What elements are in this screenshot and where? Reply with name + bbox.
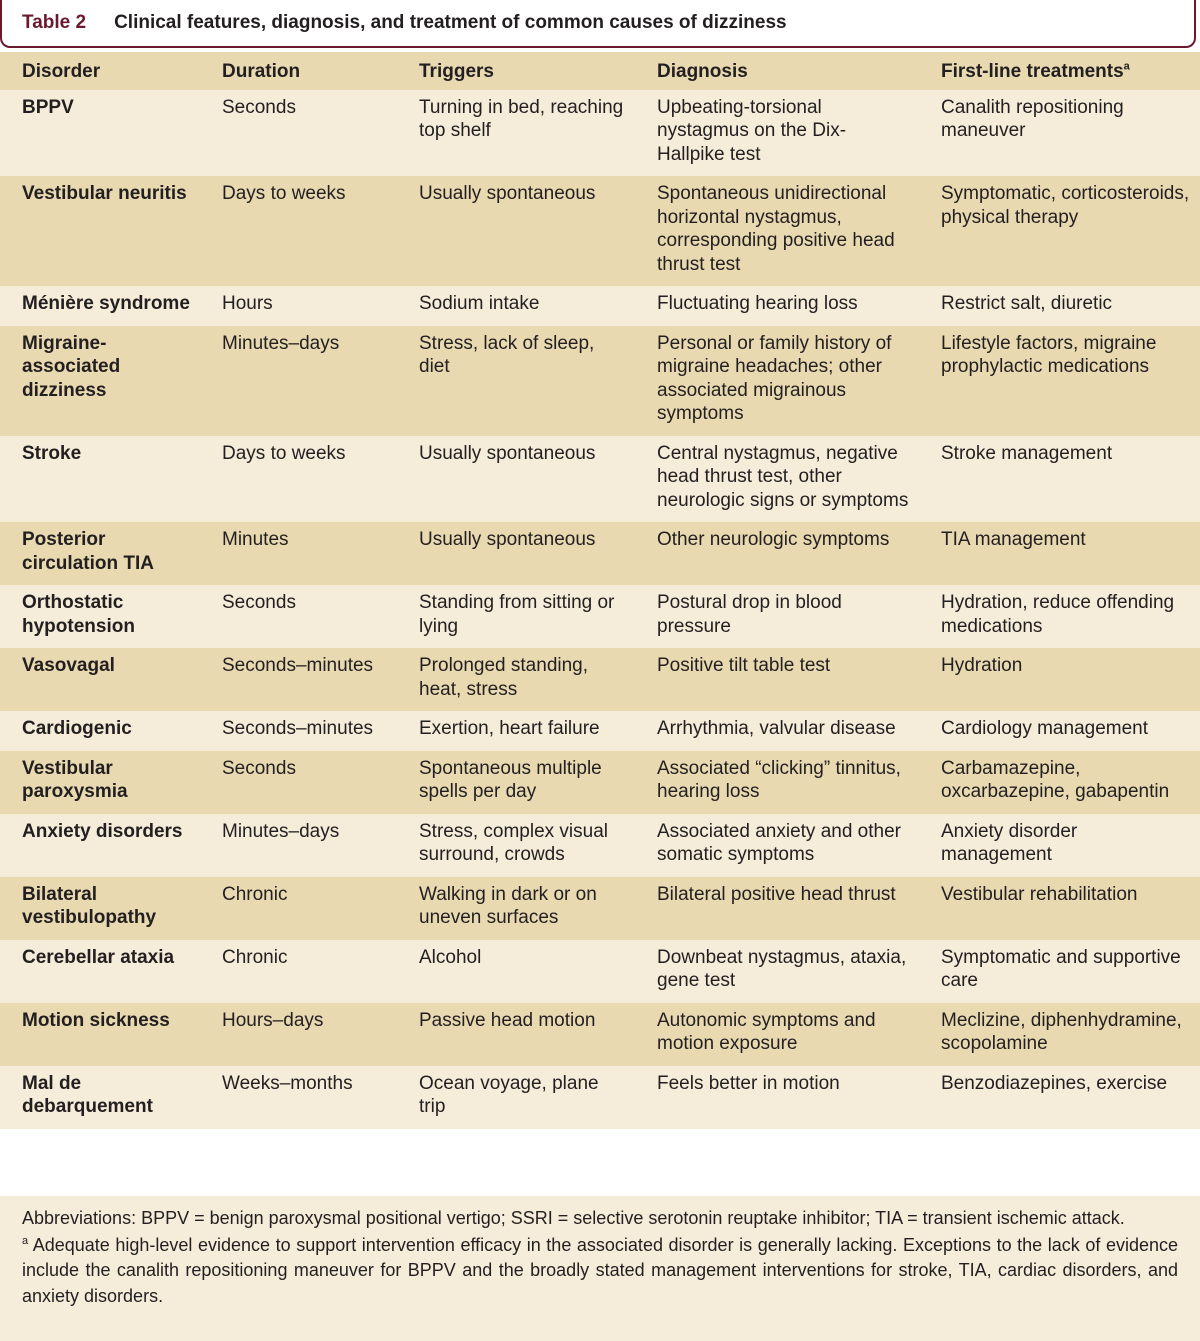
cell-disorder: Mal de debarquement — [22, 1072, 153, 1117]
footnote-a-mark: a — [22, 1234, 29, 1247]
table-row — [0, 940, 1200, 1003]
cell-duration: Minutes–days — [222, 332, 340, 354]
table-header-row — [0, 52, 1200, 90]
cell-disorder: Cerebellar ataxia — [22, 946, 175, 968]
cell-disorder: Migraine-associated dizziness — [22, 332, 121, 401]
cell-triggers: Walking in dark or on uneven surfaces — [419, 883, 597, 928]
cell-diagnosis: Postural drop in blood pressure — [657, 592, 842, 637]
cell-diagnosis: Associated “clicking” tinnitus, hearing loss — [657, 757, 901, 802]
table-row — [0, 1066, 1200, 1129]
table-row — [0, 711, 1200, 751]
table-row — [0, 648, 1200, 711]
cell-triggers: Ocean voyage, plane trip — [419, 1072, 599, 1117]
table-row — [0, 436, 1200, 523]
cell-diagnosis: Personal or family history of migraine headaches; other associated migrainous symptoms — [657, 332, 892, 424]
column-header-diagnosis: Diagnosis — [657, 61, 748, 82]
cell-diagnosis: Positive tilt table test — [657, 655, 831, 676]
table-row — [0, 877, 1200, 940]
cell-treatment: Lifestyle factors, migraine prophylactic medications — [941, 332, 1157, 377]
cell-diagnosis: Spontaneous unidirectional horizontal nystagmus, corresponding positive head thrust test — [657, 183, 895, 275]
cell-treatment: Restrict salt, diuretic — [941, 293, 1113, 314]
column-header-disorder: Disorder — [22, 61, 101, 82]
cell-treatment: Stroke management — [941, 442, 1113, 464]
cell-duration: Seconds — [222, 96, 296, 118]
cell-diagnosis: Associated anxiety and other somatic symptoms — [657, 820, 901, 865]
cell-duration: Chronic — [222, 883, 288, 905]
column-header-triggers: Triggers — [419, 61, 494, 82]
cell-duration: Hours — [222, 293, 273, 314]
cell-treatment: Symptomatic, corticosteroids, physical therapy — [941, 183, 1190, 228]
cell-triggers: Usually spontaneous — [419, 529, 596, 550]
cell-disorder: Ménière syndrome — [22, 293, 190, 314]
cell-treatment: Hydration — [941, 655, 1023, 676]
cell-diagnosis: Autonomic symptoms and motion exposure — [657, 1009, 876, 1054]
cell-duration: Days to weeks — [222, 442, 346, 464]
cell-duration: Chronic — [222, 946, 288, 968]
cell-disorder: Anxiety disorders — [22, 820, 183, 842]
table-row — [0, 1003, 1200, 1066]
cell-duration: Seconds — [222, 592, 296, 613]
column-header-duration: Duration — [222, 61, 301, 82]
cell-duration: Days to weeks — [222, 183, 346, 204]
cell-diagnosis: Fluctuating hearing loss — [657, 293, 858, 314]
table-title-bar — [0, 0, 1196, 48]
table-row — [0, 814, 1200, 877]
cell-treatment: Canalith repositioning maneuver — [941, 96, 1124, 141]
cell-duration: Hours–days — [222, 1009, 324, 1031]
cell-disorder: Bilateral vestibulopathy — [22, 883, 157, 928]
table-number: Table 2 — [22, 12, 87, 33]
table-row — [0, 286, 1200, 326]
table-row — [0, 585, 1200, 648]
abbreviations-note: Abbreviations: BPPV = benign paroxysmal positional vertigo; SSRI = selective serotonin reuptake inhibitor; TIA = transient ischemic attack. — [22, 1208, 1125, 1228]
cell-disorder: Posterior circulation TIA — [22, 529, 154, 574]
cell-triggers: Exertion, heart failure — [419, 718, 600, 739]
table-row — [0, 176, 1200, 286]
dizziness-table — [0, 52, 1200, 1129]
column-header-treatments-label: First-line treatments — [941, 61, 1124, 82]
cell-duration: Seconds — [222, 757, 296, 779]
cell-disorder: Motion sickness — [22, 1009, 170, 1031]
footnote-marker: a — [1123, 60, 1130, 73]
cell-diagnosis: Feels better in motion — [657, 1072, 840, 1094]
cell-triggers: Sodium intake — [419, 293, 540, 314]
cell-treatment: Vestibular rehabilitation — [941, 883, 1138, 905]
cell-duration: Minutes — [222, 529, 289, 550]
cell-duration: Seconds–minutes — [222, 655, 374, 676]
table-row — [0, 751, 1200, 814]
cell-triggers: Spontaneous multiple spells per day — [419, 757, 602, 802]
cell-treatment: Anxiety disorder management — [941, 820, 1078, 865]
cell-disorder: BPPV — [22, 96, 74, 118]
cell-diagnosis: Other neurologic symptoms — [657, 529, 890, 550]
cell-diagnosis: Downbeat nystagmus, ataxia, gene test — [657, 946, 907, 991]
cell-triggers: Prolonged standing, heat, stress — [419, 655, 589, 700]
cell-triggers: Passive head motion — [419, 1009, 596, 1031]
cell-triggers: Stress, complex visual surround, crowds — [419, 820, 609, 865]
cell-triggers: Usually spontaneous — [419, 183, 596, 204]
cell-triggers: Usually spontaneous — [419, 442, 596, 464]
cell-disorder: Orthostatic hypotension — [22, 592, 135, 637]
column-header-treatments — [919, 52, 1200, 90]
table-row — [0, 522, 1200, 585]
cell-duration: Seconds–minutes — [222, 718, 374, 739]
cell-diagnosis: Bilateral positive head thrust — [657, 883, 896, 905]
footnote-a — [22, 1233, 1178, 1310]
cell-treatment: Cardiology management — [941, 718, 1149, 739]
cell-treatment: TIA management — [941, 529, 1086, 550]
cell-triggers: Alcohol — [419, 946, 482, 968]
table-title: Clinical features, diagnosis, and treatment of common causes of dizziness — [114, 12, 787, 33]
cell-treatment: Hydration, reduce offending medications — [941, 592, 1175, 637]
cell-treatment: Meclizine, diphenhydramine, scopolamine — [941, 1009, 1182, 1054]
table-row — [0, 326, 1200, 436]
cell-triggers: Stress, lack of sleep, diet — [419, 332, 595, 377]
cell-disorder: Cardiogenic — [22, 718, 132, 739]
cell-disorder: Vestibular neuritis — [22, 183, 187, 204]
cell-disorder: Vestibular paroxysmia — [22, 757, 128, 802]
cell-duration: Minutes–days — [222, 820, 340, 842]
footnote-a-text: Adequate high-level evidence to support intervention efficacy in the associated disorder is generally lacking. Exceptions to the lack of evidence include the canalith repositioning maneuver for BPPV and the broadly stated management interventions for stroke, TIA, cardiac disorders, and anxiety disorders. — [22, 1234, 1178, 1306]
cell-diagnosis: Upbeating-torsional nystagmus on the Dix-Hallpike test — [657, 96, 847, 165]
cell-disorder: Vasovagal — [22, 655, 115, 676]
table-footnotes — [0, 1196, 1200, 1341]
cell-disorder: Stroke — [22, 442, 82, 464]
cell-triggers: Turning in bed, reaching top shelf — [419, 96, 624, 141]
cell-treatment: Symptomatic and supportive care — [941, 946, 1181, 991]
cell-diagnosis: Arrhythmia, valvular disease — [657, 718, 896, 739]
cell-duration: Weeks–months — [222, 1072, 353, 1094]
cell-triggers: Standing from sitting or lying — [419, 592, 615, 637]
cell-treatment: Benzodiazepines, exercise — [941, 1072, 1168, 1094]
cell-treatment: Carbamazepine, oxcarbazepine, gabapentin — [941, 757, 1170, 802]
table-row — [0, 90, 1200, 177]
cell-diagnosis: Central nystagmus, negative head thrust test, other neurologic signs or symptoms — [657, 442, 909, 511]
